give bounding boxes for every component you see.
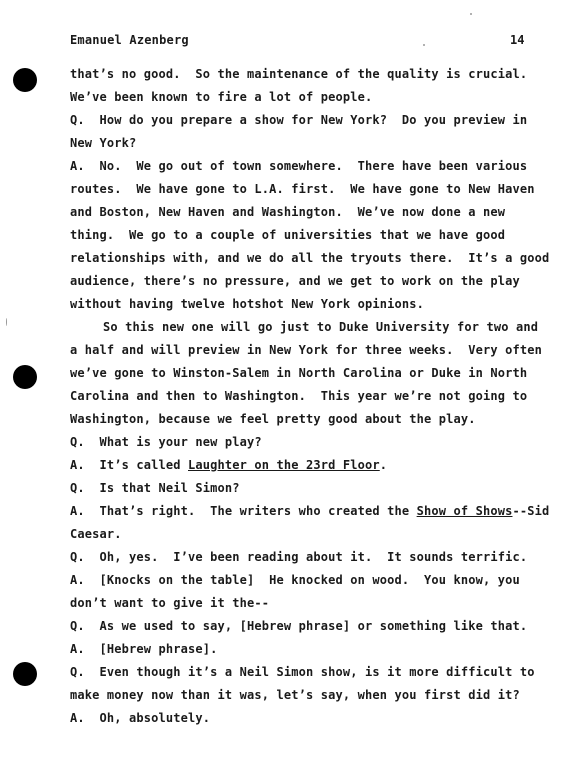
text-line: and Boston, New Haven and Washington. We’ve now done a new [70,205,506,219]
binder-hole [13,68,37,92]
text-line: A. [Hebrew phrase]. [70,642,218,656]
scan-speck [6,318,7,326]
text-line: Carolina and then to Washington. This year we’re not going to [70,389,528,403]
header-page-number: 14 [510,33,525,47]
text-line [70,458,387,472]
binder-hole [13,662,37,686]
play-title: Laughter on the 23rd Floor [188,458,380,472]
text-segment: A. That’s right. The writers who created the [70,504,417,518]
text-line: Q. Oh, yes. I’ve been reading about it. It sounds terrific. [70,550,528,564]
text-line: Q. What is your new play? [70,435,262,449]
text-line: routes. We have gone to L.A. first. We have gone to New Haven [70,182,535,196]
binder-hole [13,365,37,389]
text-line: Washington, because we feel pretty good about the play. [70,412,476,426]
text-line: Caesar. [70,527,122,541]
scan-speck [423,44,425,46]
header-interviewee-name: Emanuel Azenberg [70,33,189,47]
text-line: that’s no good. So the maintenance of the quality is crucial. [70,67,528,81]
text-line: So this new one will go just to Duke University for two and [103,320,539,334]
text-line: Q. How do you prepare a show for New York? Do you preview in [70,113,528,127]
text-line: Q. Even though it’s a Neil Simon show, is it more difficult to [70,665,535,679]
text-line: New York? [70,136,137,150]
text-line: A. No. We go out of town somewhere. There have been various [70,159,528,173]
text-line: relationships with, and we do all the tryouts there. It’s a good [70,251,550,265]
text-line: make money now than it was, let’s say, when you first did it? [70,688,520,702]
text-line: don’t want to give it the-- [70,596,270,610]
text-line: a half and will preview in New York for three weeks. Very often [70,343,542,357]
show-title: Show of Shows [416,504,513,518]
text-line [70,504,549,518]
text-segment: . [379,458,388,472]
scan-speck [470,13,472,15]
text-segment: --Sid [512,504,550,518]
text-segment: A. It’s called [70,458,188,472]
text-line: we’ve gone to Winston-Salem in North Carolina or Duke in North [70,366,528,380]
text-line: A. Oh, absolutely. [70,711,211,725]
text-line: Q. As we used to say, [Hebrew phrase] or something like that. [70,619,528,633]
text-line: thing. We go to a couple of universities that we have good [70,228,506,242]
text-line: A. [Knocks on the table] He knocked on wood. You know, you [70,573,520,587]
text-line: Q. Is that Neil Simon? [70,481,240,495]
text-line: We’ve been known to fire a lot of people. [70,90,373,104]
text-line: audience, there’s no pressure, and we get to work on the play [70,274,520,288]
text-line: without having twelve hotshot New York opinions. [70,297,424,311]
